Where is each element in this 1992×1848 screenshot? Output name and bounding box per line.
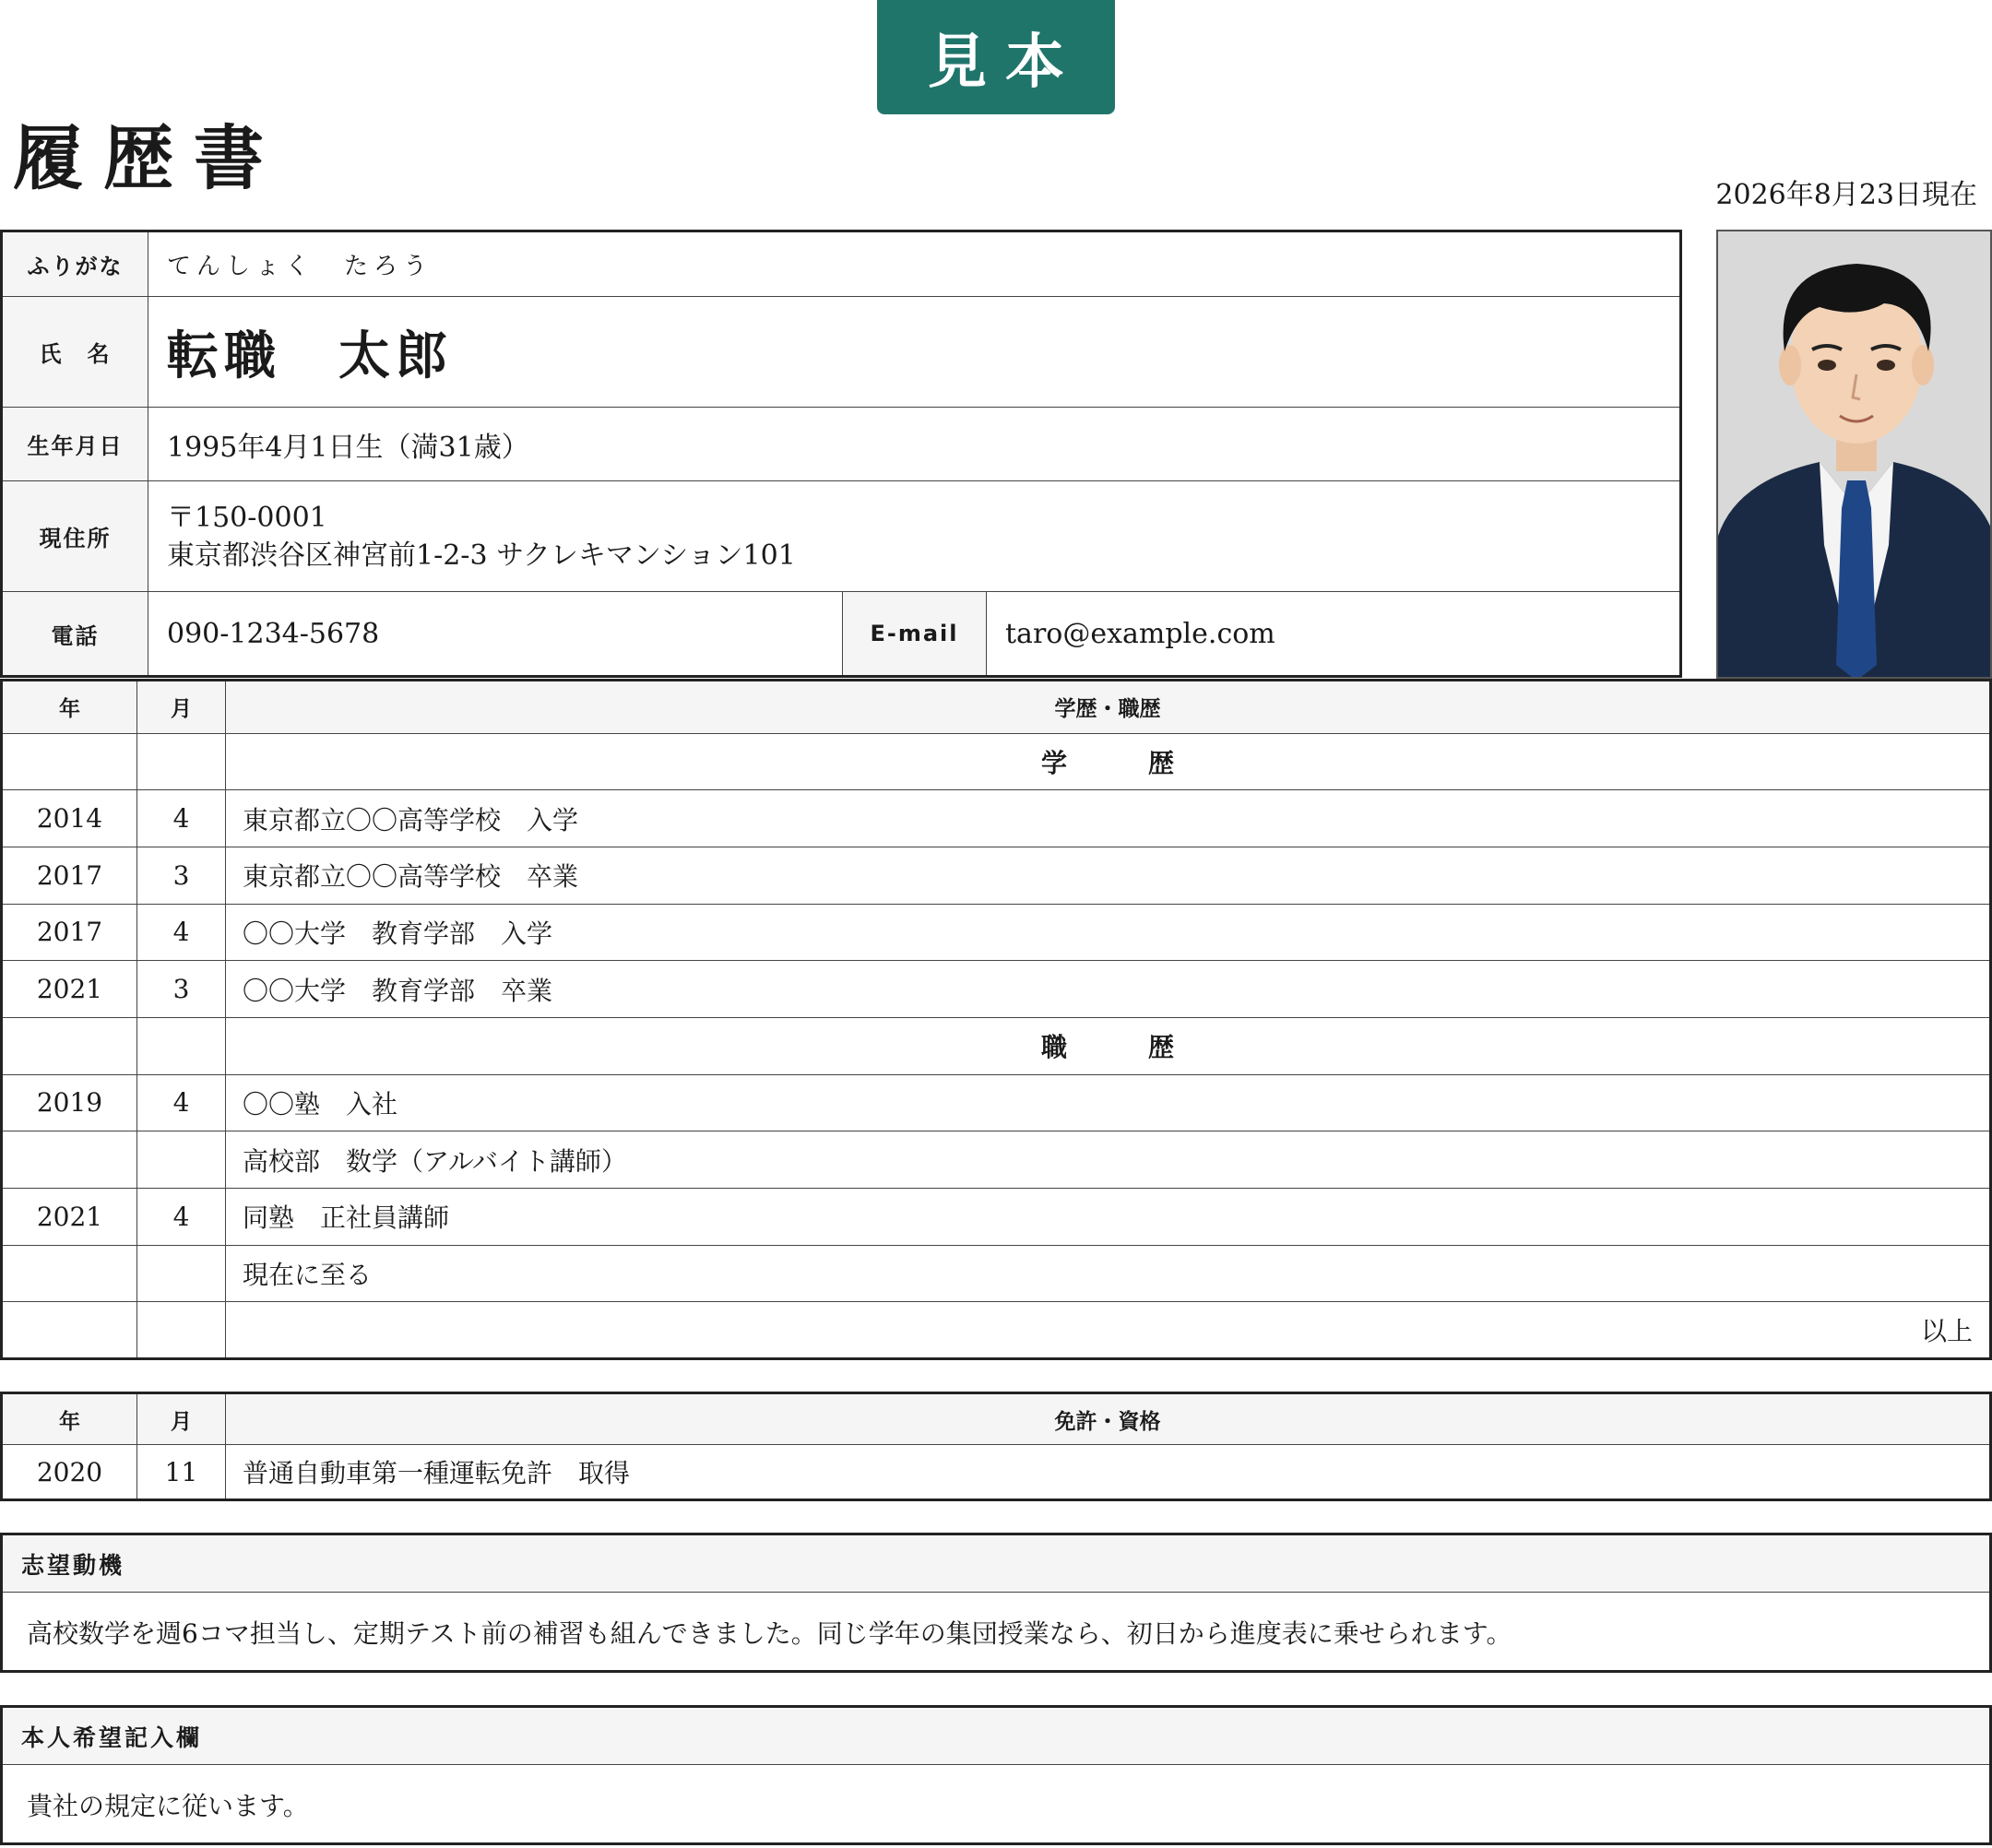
month-cell: 3 <box>137 961 226 1018</box>
history-row <box>2 790 1991 847</box>
year-cell <box>2 1131 137 1189</box>
month-cell: 4 <box>137 904 226 961</box>
history-header-row <box>2 681 1991 734</box>
contact-row <box>3 592 1679 675</box>
postal-code: 〒150-0001 <box>167 501 327 534</box>
month-cell <box>137 733 226 790</box>
history-row <box>2 1188 1991 1245</box>
requests-title: 本人希望記入欄 <box>3 1708 1989 1765</box>
year-cell: 2021 <box>2 961 137 1018</box>
entry-cell: 学 歴 <box>226 733 1991 790</box>
entry-cell: 高校部 数学（アルバイト講師） <box>226 1131 1991 1189</box>
month-column-header: 月 <box>137 681 226 734</box>
address-label: 現住所 <box>3 481 148 591</box>
licenses-column-header: 免許・資格 <box>226 1393 1991 1445</box>
history-table-body <box>2 681 1991 1359</box>
portrait-illustration-icon <box>1718 231 1992 679</box>
licenses-header-row <box>2 1393 1991 1445</box>
name-value: 転職 太郎 <box>167 325 453 386</box>
address-value <box>148 481 1679 591</box>
birth-value: 1995年4月1日生（満31歳） <box>167 431 529 464</box>
year-cell: 2017 <box>2 904 137 961</box>
history-row <box>2 1074 1991 1131</box>
year-cell: 2019 <box>2 1074 137 1131</box>
requests-section <box>0 1705 1992 1845</box>
history-row <box>2 847 1991 904</box>
year-cell: 2014 <box>2 790 137 847</box>
month-cell: 4 <box>137 1074 226 1131</box>
phone-value: 090-1234-5678 <box>167 617 380 650</box>
year-cell <box>2 1302 137 1359</box>
entry-cell: 普通自動車第一種運転免許 取得 <box>226 1445 1991 1500</box>
history-row <box>2 1245 1991 1302</box>
entry-cell: 東京都立〇〇高等学校 入学 <box>226 790 1991 847</box>
requests-body: 貴社の規定に従います。 <box>27 1791 309 1821</box>
month-cell: 11 <box>137 1445 226 1500</box>
history-column-header: 学歴・職歴 <box>226 681 1991 734</box>
education-work-history-table <box>0 679 1992 1360</box>
motivation-section <box>0 1533 1992 1673</box>
personal-info-section <box>0 230 1682 678</box>
sample-badge: 見本 <box>877 0 1115 114</box>
year-cell: 2020 <box>2 1445 137 1500</box>
furigana-value: てんしょく たろう <box>167 253 433 280</box>
month-cell: 3 <box>137 847 226 904</box>
as-of-date: 2026年8月23日現在 <box>1715 179 1977 211</box>
email-label: E-mail <box>842 592 987 675</box>
furigana-label: ふりがな <box>3 232 148 296</box>
year-cell <box>2 733 137 790</box>
licenses-table <box>0 1392 1992 1501</box>
birth-row <box>3 408 1679 481</box>
address-row <box>3 481 1679 592</box>
history-row <box>2 1302 1991 1359</box>
furigana-row <box>3 232 1679 297</box>
history-row <box>2 1017 1991 1074</box>
year-cell: 2021 <box>2 1188 137 1245</box>
birth-label: 生年月日 <box>3 408 148 480</box>
month-cell <box>137 1302 226 1359</box>
year-column-header: 年 <box>2 1393 137 1445</box>
entry-cell: 東京都立〇〇高等学校 卒業 <box>226 847 1991 904</box>
year-cell: 2017 <box>2 847 137 904</box>
email-value: taro@example.com <box>1005 617 1275 650</box>
history-row <box>2 961 1991 1018</box>
licenses-row <box>2 1445 1991 1500</box>
month-cell <box>137 1245 226 1302</box>
year-cell <box>2 1245 137 1302</box>
history-row <box>2 904 1991 961</box>
entry-cell: 〇〇大学 教育学部 入学 <box>226 904 1991 961</box>
licenses-table-body <box>2 1393 1991 1500</box>
portrait-photo <box>1716 230 1992 679</box>
entry-cell: 〇〇大学 教育学部 卒業 <box>226 961 1991 1018</box>
phone-label: 電話 <box>3 592 148 675</box>
month-cell <box>137 1017 226 1074</box>
motivation-title: 志望動機 <box>3 1535 1989 1593</box>
address-line: 東京都渋谷区神宮前1-2-3 サクレキマンション101 <box>167 539 796 572</box>
entry-cell: 現在に至る <box>226 1245 1991 1302</box>
name-label: 氏 名 <box>3 297 148 407</box>
document-title: 履歴書 <box>13 117 284 199</box>
entry-cell: 同塾 正社員講師 <box>226 1188 1991 1245</box>
month-cell: 4 <box>137 1188 226 1245</box>
month-column-header: 月 <box>137 1393 226 1445</box>
history-row <box>2 733 1991 790</box>
entry-cell: 職 歴 <box>226 1017 1991 1074</box>
entry-cell: 以上 <box>226 1302 1991 1359</box>
month-cell: 4 <box>137 790 226 847</box>
motivation-body: 高校数学を週6コマ担当し、定期テスト前の補習も組んできました。同じ学年の集団授業なら、初日から進度表に乗せられます。 <box>27 1618 1512 1649</box>
history-row <box>2 1131 1991 1189</box>
entry-cell: 〇〇塾 入社 <box>226 1074 1991 1131</box>
month-cell <box>137 1131 226 1189</box>
year-column-header: 年 <box>2 681 137 734</box>
name-row <box>3 297 1679 408</box>
year-cell <box>2 1017 137 1074</box>
